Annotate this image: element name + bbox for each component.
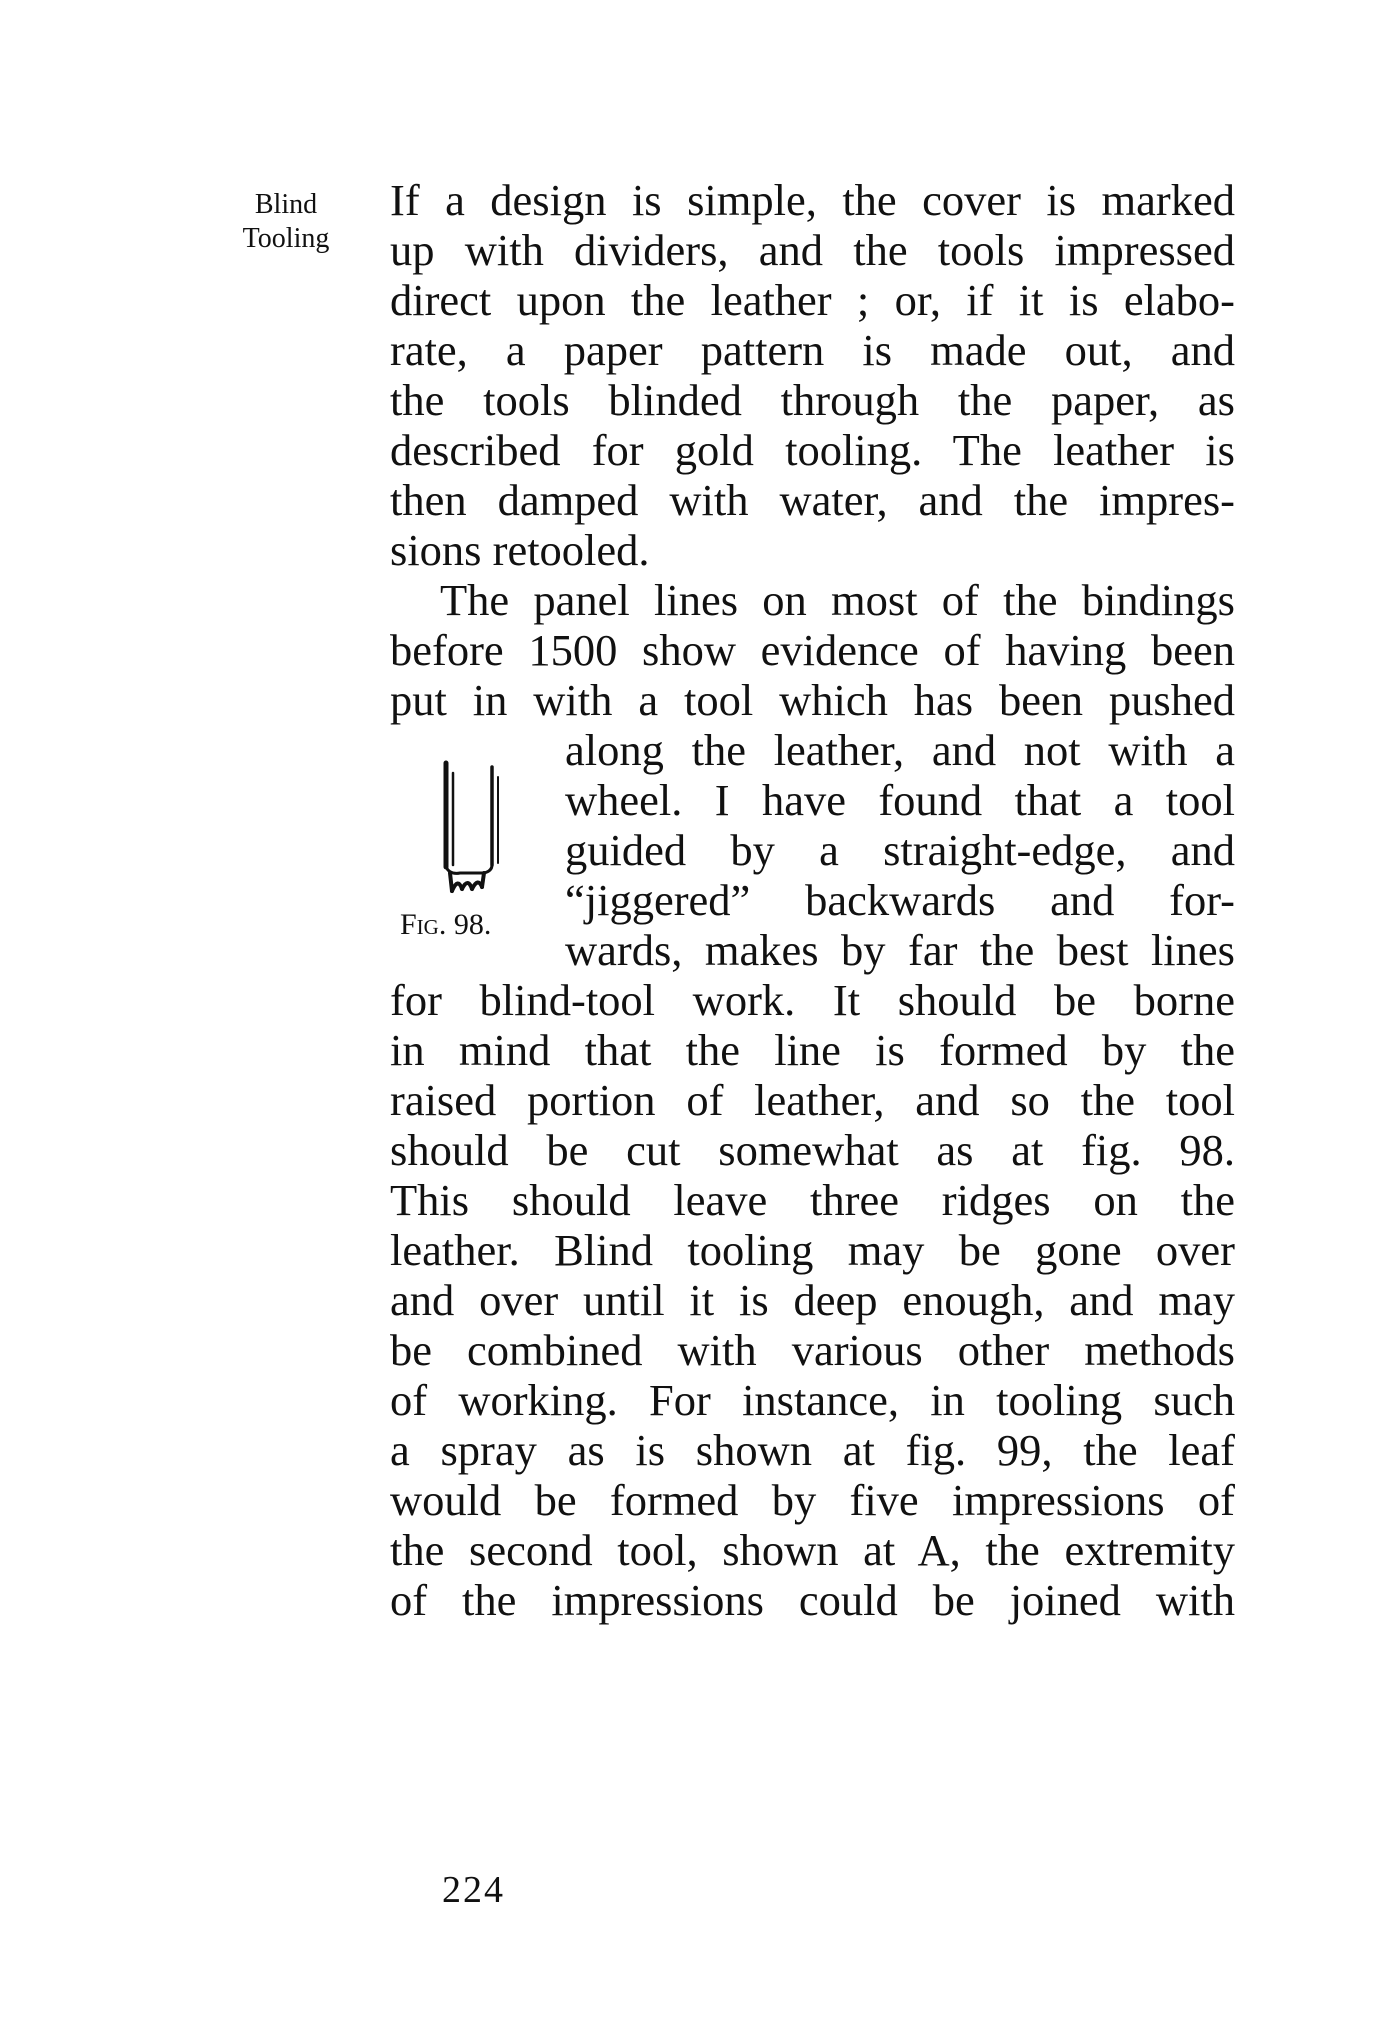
page-number: 224 — [442, 1869, 505, 1911]
text-line: put in with a tool which has been pushed — [390, 675, 1235, 725]
text-line: This should leave three ridges on the — [390, 1175, 1235, 1225]
text-line: and over until it is deep enough, and may — [390, 1275, 1235, 1325]
text-line: rate, a paper pattern is made out, and — [390, 325, 1235, 375]
text-line: the second tool, shown at A, the extremity — [390, 1525, 1235, 1575]
body-text — [390, 175, 1235, 1625]
text-line: direct upon the leather ; or, if it is elabo- — [390, 275, 1235, 325]
text-line: up with dividers, and the tools impressed — [390, 225, 1235, 275]
text-line: sions retooled. — [390, 525, 650, 575]
text-line: The panel lines on most of the bindings — [440, 575, 1235, 625]
margin-note — [222, 188, 350, 256]
text-line: along the leather, and not with a — [565, 725, 1235, 775]
text-line: of the impressions could be joined with — [390, 1575, 1235, 1625]
margin-note-line-2: Tooling — [242, 223, 330, 254]
text-line: for blind-tool work. It should be borne — [390, 975, 1235, 1025]
text-line: before 1500 show evidence of having been — [390, 625, 1235, 675]
tool-illustration — [432, 755, 512, 895]
text-line: in mind that the line is formed by the — [390, 1025, 1235, 1075]
text-line: guided by a straight-edge, and — [565, 825, 1235, 875]
tool-shank — [446, 763, 498, 873]
text-line: be combined with various other methods — [390, 1325, 1235, 1375]
text-line: described for gold tooling. The leather is — [390, 425, 1235, 475]
text-line: leather. Blind tooling may be gone over — [390, 1225, 1235, 1275]
margin-note-line-1: Blind — [254, 189, 318, 220]
text-line: would be formed by five impressions of — [390, 1475, 1235, 1525]
text-line: then damped with water, and the impres- — [390, 475, 1235, 525]
text-line: of working. For instance, in tooling such — [390, 1375, 1235, 1425]
text-line: should be cut somewhat as at fig. 98. — [390, 1125, 1235, 1175]
text-line: raised portion of leather, and so the tool — [390, 1075, 1235, 1125]
figure-caption: Fig. 98. — [400, 908, 492, 941]
text-line: a spray as is shown at fig. 99, the leaf — [390, 1425, 1235, 1475]
text-line: If a design is simple, the cover is marked — [390, 175, 1235, 225]
text-line: wheel. I have found that a tool — [565, 775, 1235, 825]
text-line: the tools blinded through the paper, as — [390, 375, 1235, 425]
text-line: wards, makes by far the best lines — [565, 925, 1235, 975]
text-line: “jiggered” backwards and for- — [565, 875, 1235, 925]
tool-cutting-edge — [450, 873, 484, 891]
